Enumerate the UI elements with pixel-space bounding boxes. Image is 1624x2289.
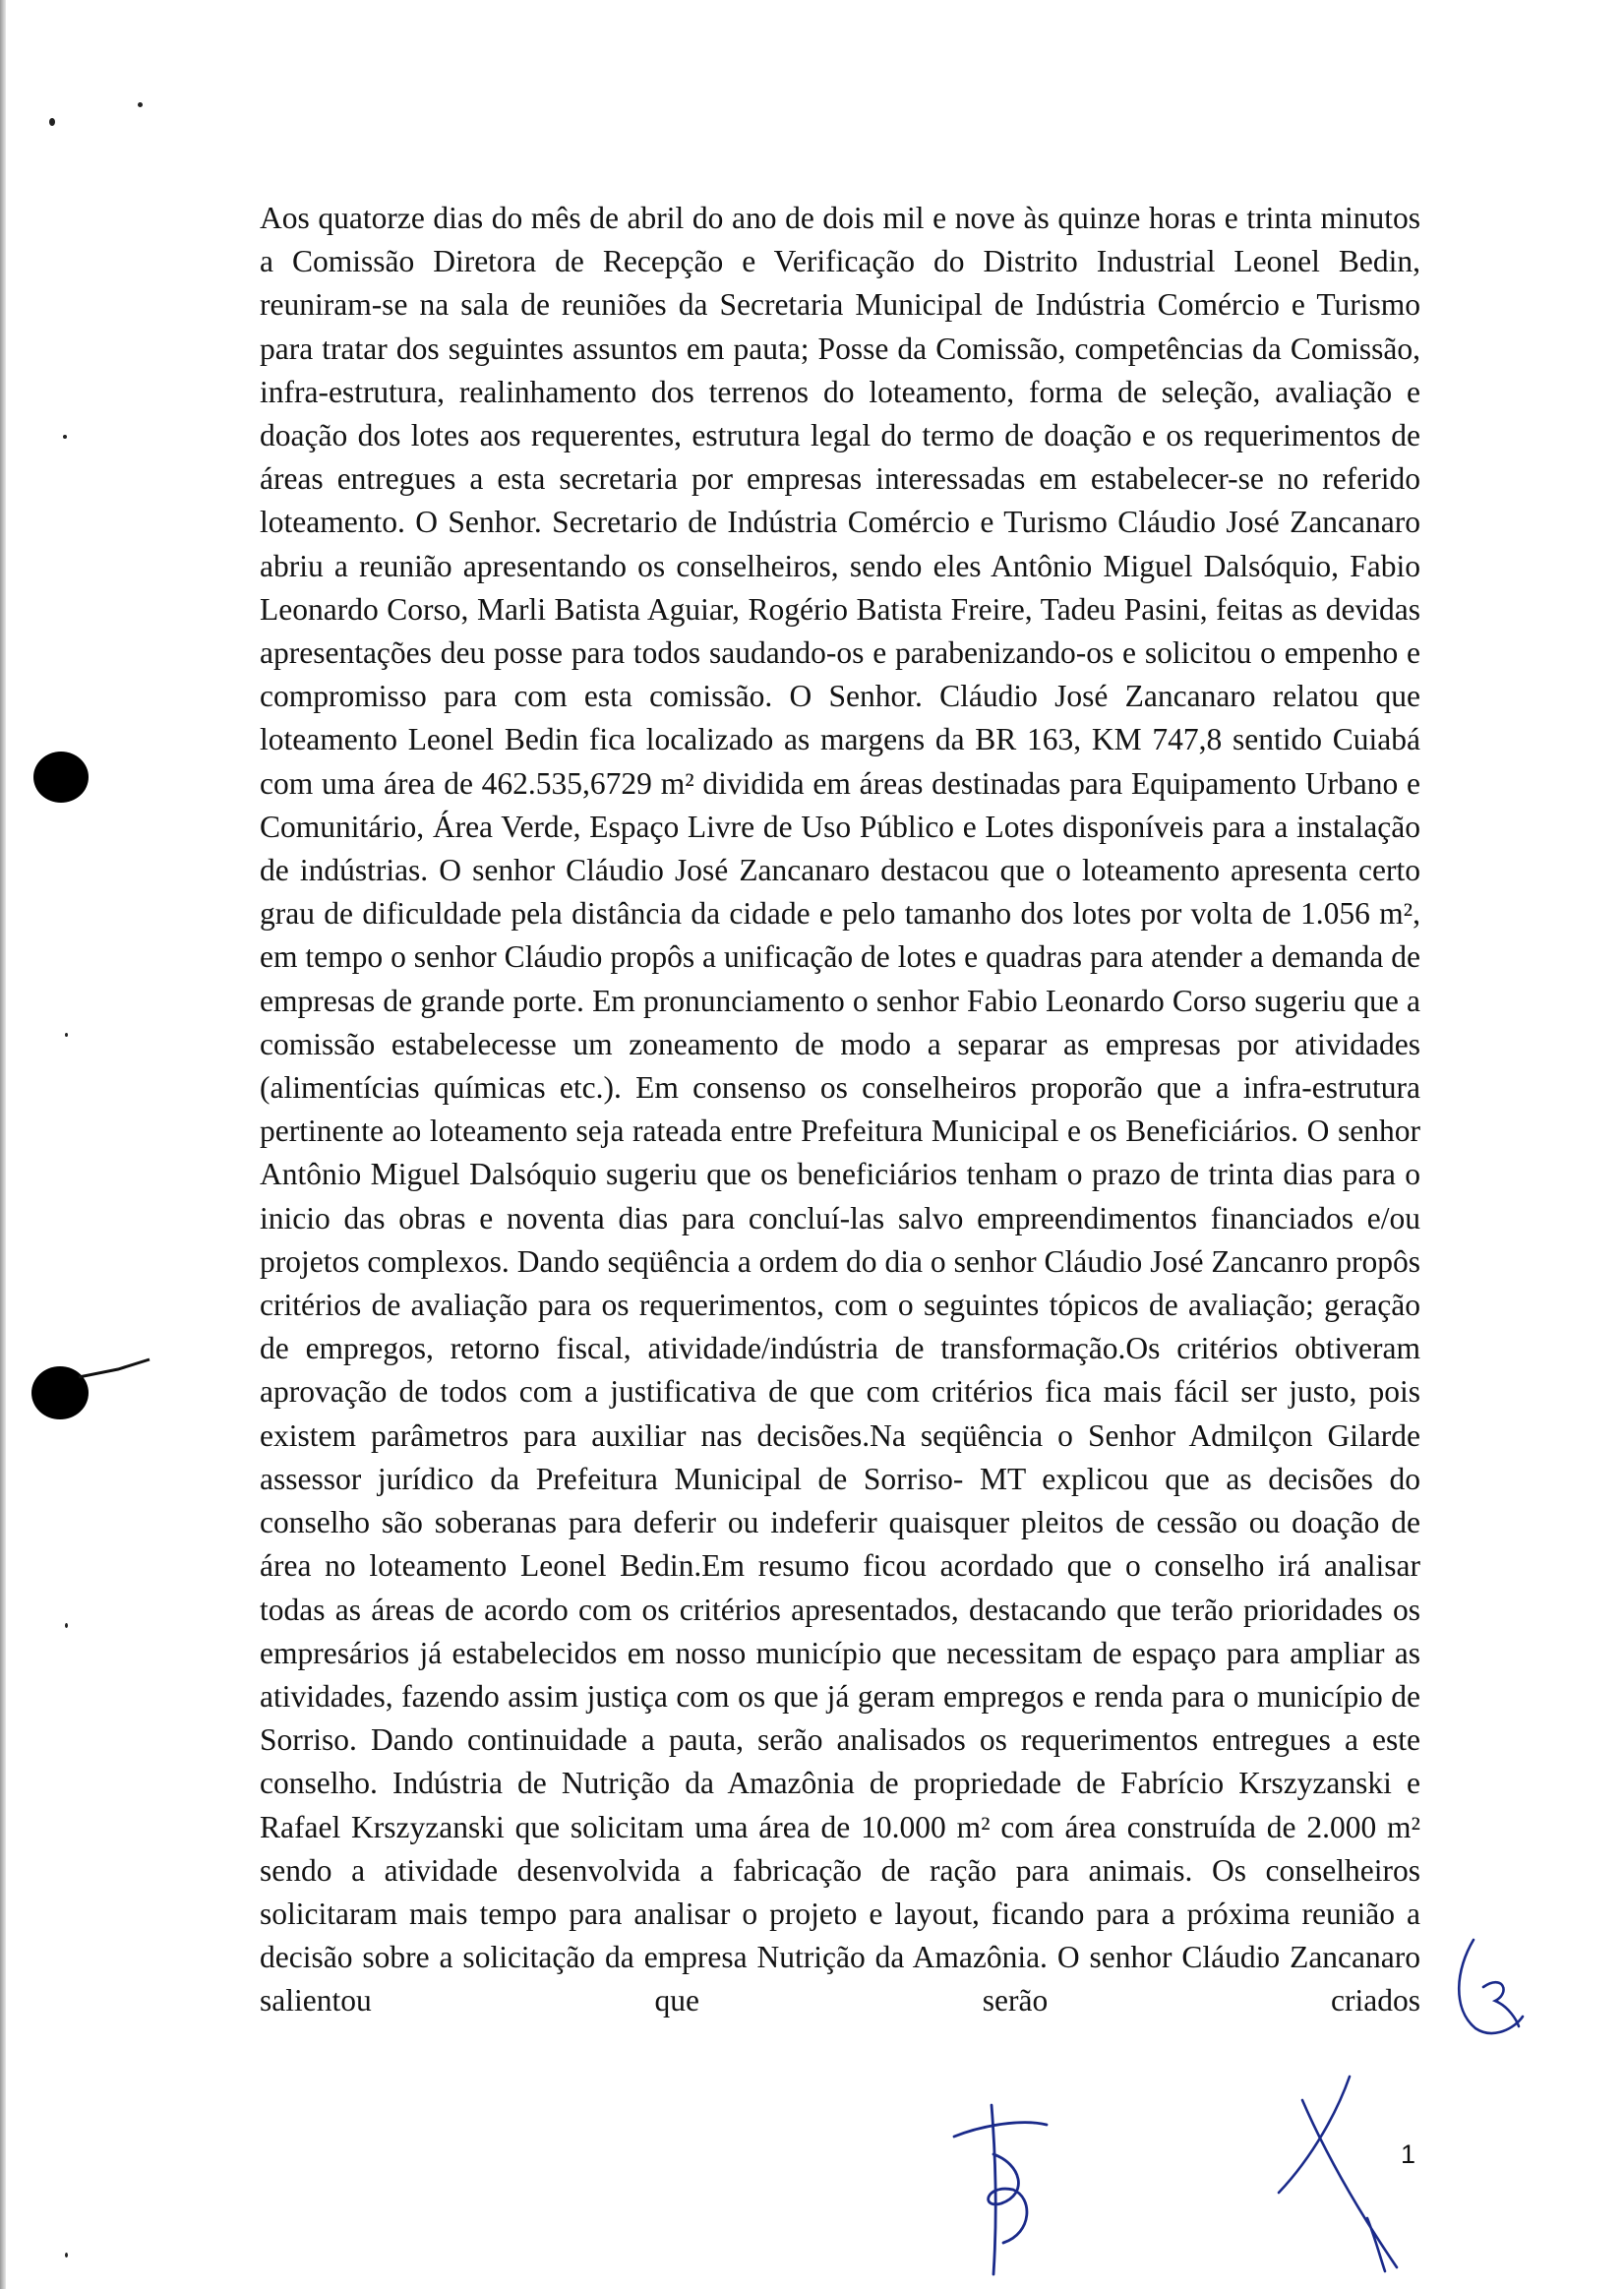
- page-number: 1: [1401, 2139, 1416, 2169]
- minutes-body-text: Aos quatorze dias do mês de abril do ano de dois mil e nove às quinze horas e trinta minutos a Comissão Diretora de Recepção e Verificação do Distrito Industrial Leonel Bedin, reuniram-se na sala de reuniões da Secretaria Municipal de Indústria Comércio e Turismo para tratar dos seguintes assuntos em pauta; Posse da Comissão, competências da Comissão, infra-estrutura, realinhamento dos terrenos do loteamento, forma de seleção, avaliação e doação dos lotes aos requerentes, estrutura legal do termo de doação e os requerimentos de áreas entregues a esta secretaria por empresas interessadas em estabelecer-se no referido loteamento. O Senhor. Secretario de Indústria Comércio e Turismo Cláudio José Zancanaro abriu a reunião apresentando os conselheiros, sendo eles Antônio Miguel Dalsóquio, Fabio Leonardo Corso, Marli Batista Aguiar, Rogério Batista Freire, Tadeu Pasini, feitas as devidas apresentações deu posse para todos saudando-os e parabenizando-os e solicitou o empenho e compromisso para com esta comissão. O Senhor. Cláudio José Zancanaro relatou que loteamento Leonel Bedin fica localizado as margens da BR 163, KM 747,8 sentido Cuiabá com uma área de 462.535,6729 m² dividida em áreas destinadas para Equipamento Urbano e Comunitário, Área Verde, Espaço Livre de Uso Público e Lotes disponíveis para a instalação de indústrias. O senhor Cláudio José Zancanaro destacou que o loteamento apresenta certo grau de dificuldade pela distância da cidade e pelo tamanho dos lotes por volta de 1.056 m², em tempo o senhor Cláudio propôs a unificação de lotes e quadras para atender a demanda de empresas de grande porte. Em pronunciamento o senhor Fabio Leonardo Corso sugeriu que a comissão estabelecesse um zoneamento de modo a separar as empresas por atividades (alimentícias químicas etc.). Em consenso os conselheiros proporão que a infra-estrutura pertinente ao loteamento seja rateada entre Prefeitura Municipal e os Beneficiários. O senhor Antônio Miguel Dalsóquio sugeriu que os beneficiários tenham o prazo de trinta dias para o inicio das obras e noventa dias para concluí-las salvo empreendimentos financiados e/ou projetos complexos. Dando seqüência a ordem do dia o senhor Cláudio José Zancanro propôs critérios de avaliação para os requerimentos, com o seguintes tópicos de avaliação; geração de empregos, retorno fiscal, atividade/indústria de transformação.Os critérios obtiveram aprovação de todos com a justificativa de que com critérios fica mais fácil ser justo, pois existem parâmetros para auxiliar nas decisões.Na seqüência o Senhor Admilçon Gilarde assessor jurídico da Prefeitura Municipal de Sorriso- MT explicou que as decisões do conselho são soberanas para deferir ou indeferir quaisquer pleitos de cessão ou doação de área no loteamento Leonel Bedin.Em resumo ficou acordado que o conselho irá analisar todas as áreas de acordo com os critérios apresentados, destacando que terão prioridades os empresários já estabelecidos em nosso município que necessitam de espaço para ampliar as atividades, fazendo assim justiça com os que já geram empregos e renda para o município de Sorriso. Dando continuidade a pauta, serão analisados os requerimentos entregues a este conselho. Indústria de Nutrição da Amazônia de propriedade de Fabrício Krszyzanski e Rafael Krszyzanski que solicitam uma área de 10.000 m² com área construída de 2.000 m² sendo a atividade desenvolvida a fabricação de ração para animais. Os conselheiros solicitaram mais tempo para analisar o projeto e layout, ficando para a próxima reunião a decisão sobre a solicitação da empresa Nutrição da Amazônia. O senhor Cláudio Zancanaro salientou que serão criados: [260, 201, 1420, 2018]
- scan-speck: [65, 1623, 68, 1628]
- punch-hole-tear-mark: [79, 1357, 157, 1397]
- signature-initial-left: [944, 2095, 1062, 2282]
- punch-hole-top: [33, 752, 89, 803]
- handwritten-margin-mark: [1454, 1930, 1542, 2058]
- signature-initial-right: [1269, 2071, 1407, 2277]
- scan-speck: [63, 435, 67, 439]
- scan-left-edge: [0, 0, 6, 2289]
- scan-speck: [65, 2253, 68, 2258]
- scan-speck: [138, 102, 143, 107]
- scan-speck: [49, 118, 55, 126]
- scan-speck: [65, 1033, 68, 1037]
